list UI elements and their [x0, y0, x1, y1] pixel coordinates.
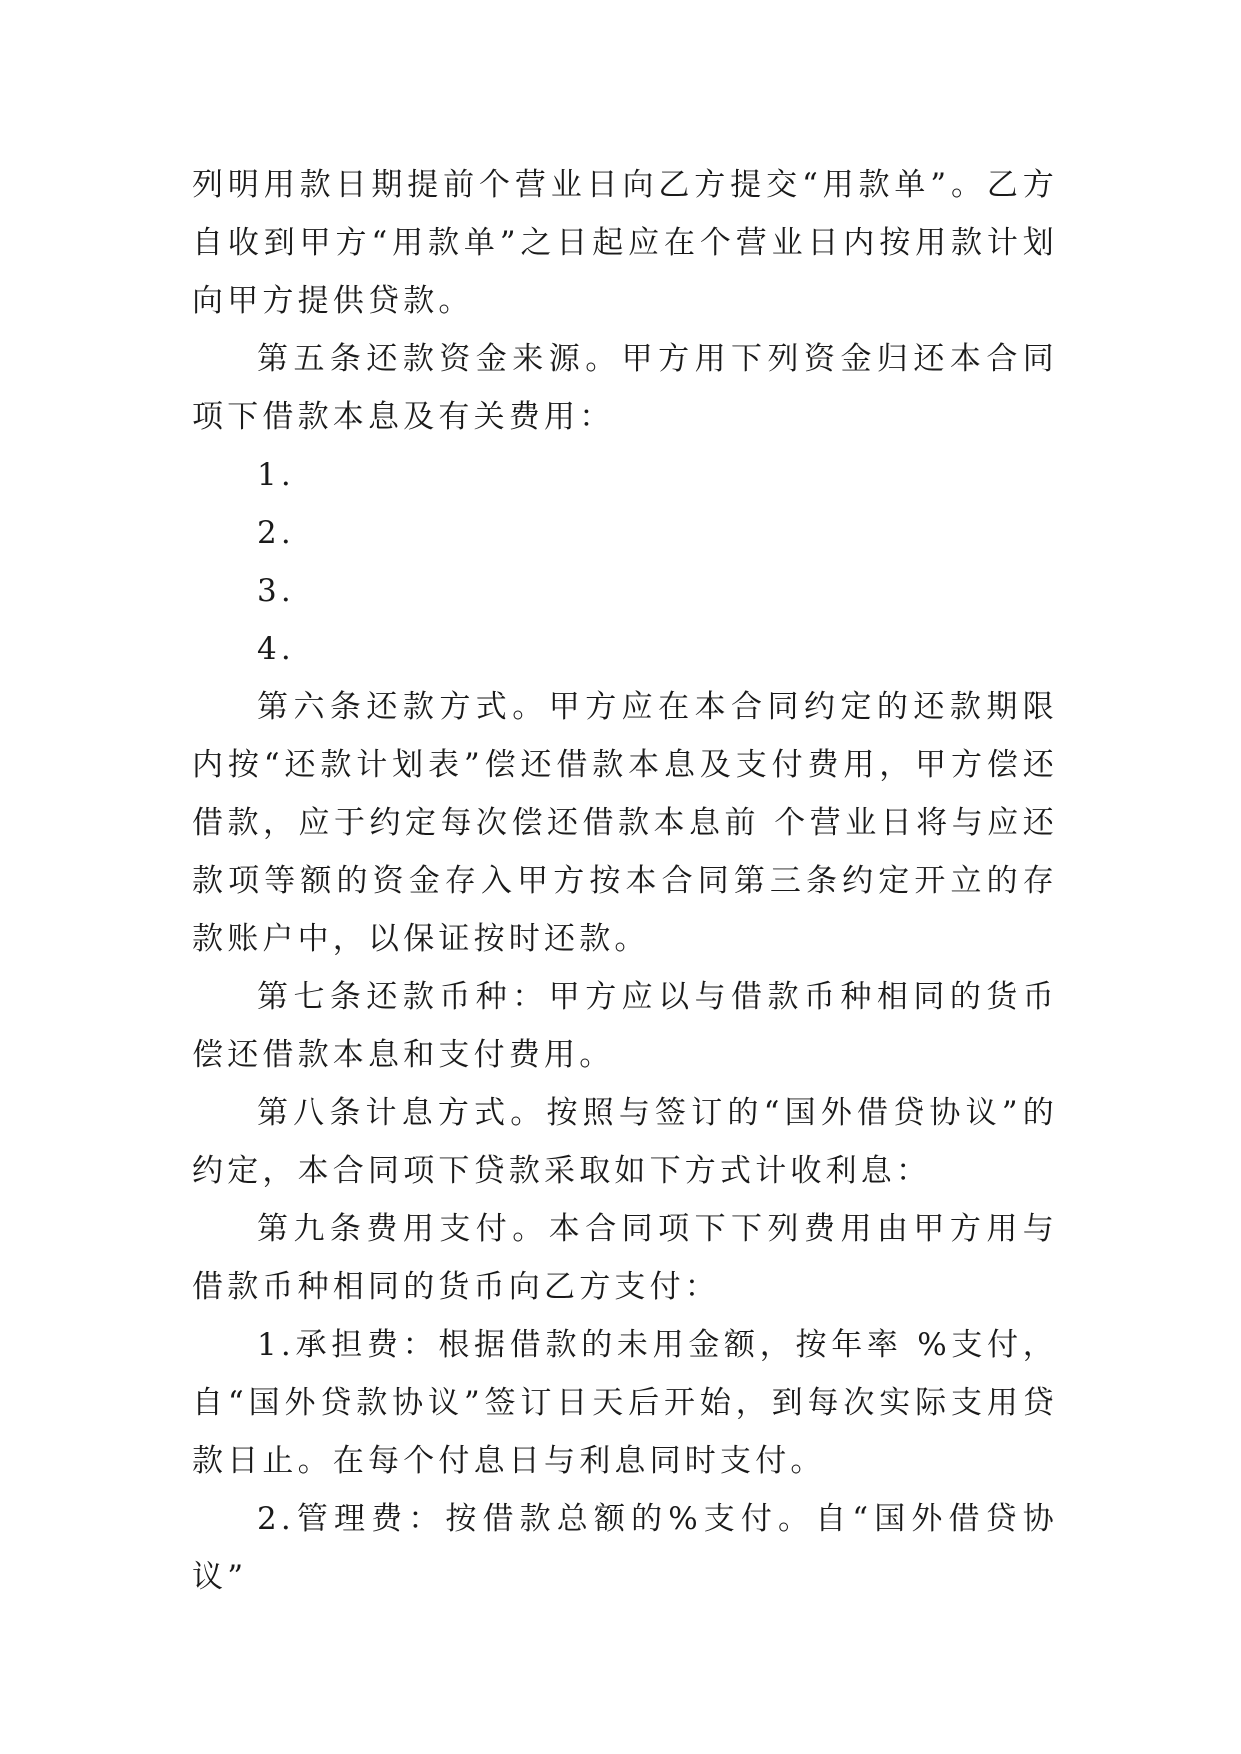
paragraph: 第六条还款方式。甲方应在本合同约定的还款期限内按“还款计划表”偿还借款本息及支付费用，甲方偿还借款，应于约定每次偿还借款本息前 个营业日将与应还款项等额的资金存入甲方按本合同第三条约定开立的存款账户中，以保证按时还款。	[192, 689, 1058, 957]
paragraph: 第七条还款币种：甲方应以与借款币种相同的货币偿还借款本息和支付费用。	[192, 979, 1058, 1073]
list-item: 4.	[257, 631, 295, 667]
list-item: 2.	[257, 515, 295, 551]
paragraph: 1.承担费：根据借款的未用金额，按年率 %支付，自“国外贷款协议”签订日天后开始，到每次实际支用贷款日止。在每个付息日与利息同时支付。	[192, 1327, 1058, 1479]
paragraph: 列明用款日期提前个营业日向乙方提交“用款单”。乙方自收到甲方“用款单”之日起应在个营业日内按用款计划向甲方提供贷款。	[192, 167, 1058, 319]
paragraph: 2.管理费：按借款总额的%支付。自“国外借贷协议”	[192, 1501, 1058, 1595]
list-item: 3.	[257, 573, 295, 609]
paragraph: 第九条费用支付。本合同项下下列费用由甲方用与借款币种相同的货币向乙方支付：	[192, 1211, 1058, 1305]
paragraph: 第五条还款资金来源。甲方用下列资金归还本合同项下借款本息及有关费用：	[192, 341, 1058, 435]
list-item: 1.	[257, 457, 295, 493]
document-body	[192, 156, 1058, 1606]
paragraph: 第八条计息方式。按照与签订的“国外借贷协议”的约定，本合同项下贷款采取如下方式计收利息：	[192, 1095, 1058, 1189]
